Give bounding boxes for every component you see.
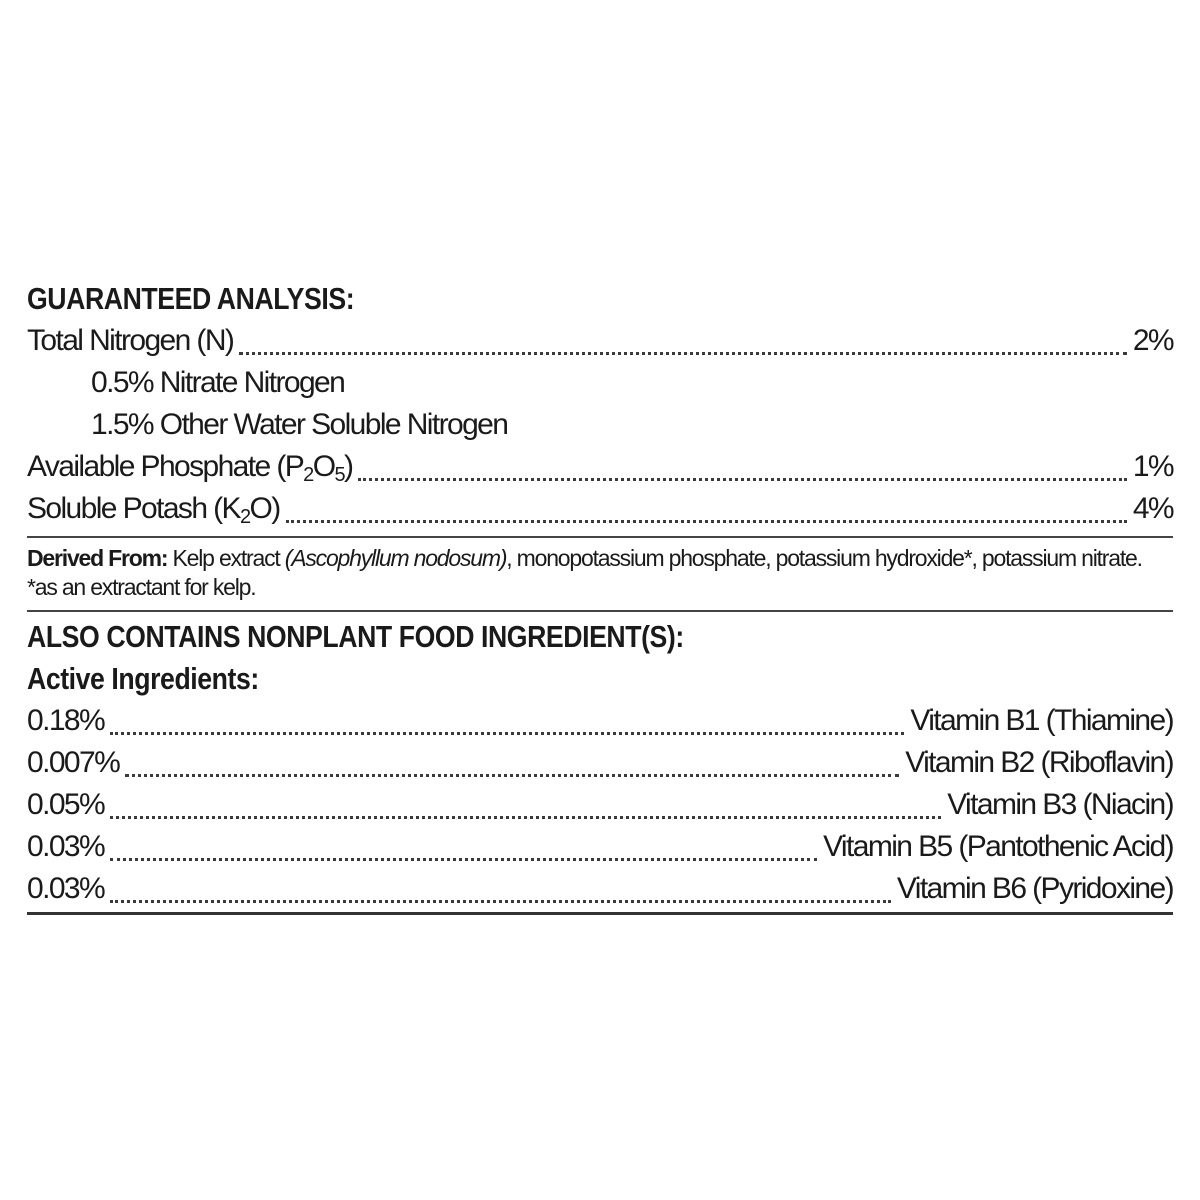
dot-leader [125,773,899,777]
dot-leader [286,519,1127,523]
dot-leader [110,899,891,903]
formula-part: (K [213,492,240,525]
formula-subscript: 5 [334,464,344,486]
derived-from-label: Derived From: [27,545,168,571]
ingredient-row [27,826,1173,868]
guaranteed-analysis-label [27,278,1173,915]
ingredient-row [27,784,1173,826]
formula-part: (P [276,450,304,483]
nutrient-value: 4% [1132,492,1173,525]
dot-leader [110,815,941,819]
dot-leader [110,857,817,861]
dot-leader [110,731,904,735]
ingredient-row [27,700,1173,742]
nonplant-heading: ALSO CONTAINS NONPLANT FOOD INGREDIENT(S): [27,619,684,654]
guaranteed-analysis-heading: GUARANTEED ANALYSIS: [27,281,355,316]
formula-part: O [312,450,335,483]
derived-from-text: , monopotassium phosphate, potassium hydroxide*, potassium nitrate. [506,545,1142,571]
dot-leader [358,477,1126,481]
ingredient-row [27,868,1173,910]
nutrient-value: 1% [1132,450,1173,483]
formula-subscript: 2 [303,464,313,486]
nutrient-label: Soluble Potash [27,492,207,525]
nutrient-row-nitrogen [27,320,1173,362]
ingredient-percent: 0.03% [27,830,105,863]
ingredient-percent: 0.18% [27,704,105,737]
ingredient-row [27,742,1173,784]
nutrient-name [27,488,280,530]
ingredient-name: Vitamin B3 (Niacin) [947,788,1173,821]
section-divider [27,912,1173,915]
formula-part: O) [249,492,280,525]
ingredient-name: Vitamin B1 (Thiamine) [910,704,1173,737]
section-divider [27,610,1173,612]
nutrient-row-phosphate [27,446,1173,488]
ingredient-percent: 0.03% [27,872,105,905]
nutrient-value: 2% [1132,324,1173,357]
ingredient-name: Vitamin B6 (Pyridoxine) [896,872,1173,905]
ingredient-percent: 0.05% [27,788,105,821]
active-ingredients-heading: Active Ingredients: [27,661,259,696]
nutrient-row-potash [27,488,1173,530]
derived-from-block [27,538,1173,610]
ingredient-percent: 0.007% [27,746,120,779]
nutrient-name: Total Nitrogen (N) [27,324,234,357]
derived-from-text: Kelp extract [167,545,285,571]
ingredient-name: Vitamin B2 (Riboflavin) [905,746,1173,779]
ingredient-name: Vitamin B5 (Pantothenic Acid) [823,830,1173,863]
derived-from-italic: (Ascophyllum nodosum) [284,545,507,571]
derived-footnote: *as an extractant for kelp. [27,574,256,600]
nitrogen-sub-item: 0.5% Nitrate Nitrogen [91,366,345,399]
dot-leader [239,351,1127,355]
formula-subscript: 2 [239,506,250,528]
nitrogen-sub-item: 1.5% Other Water Soluble Nitrogen [91,408,508,441]
nutrient-label: Available Phosphate [27,450,270,483]
nutrient-name [27,446,352,488]
formula-part: ) [343,450,353,483]
